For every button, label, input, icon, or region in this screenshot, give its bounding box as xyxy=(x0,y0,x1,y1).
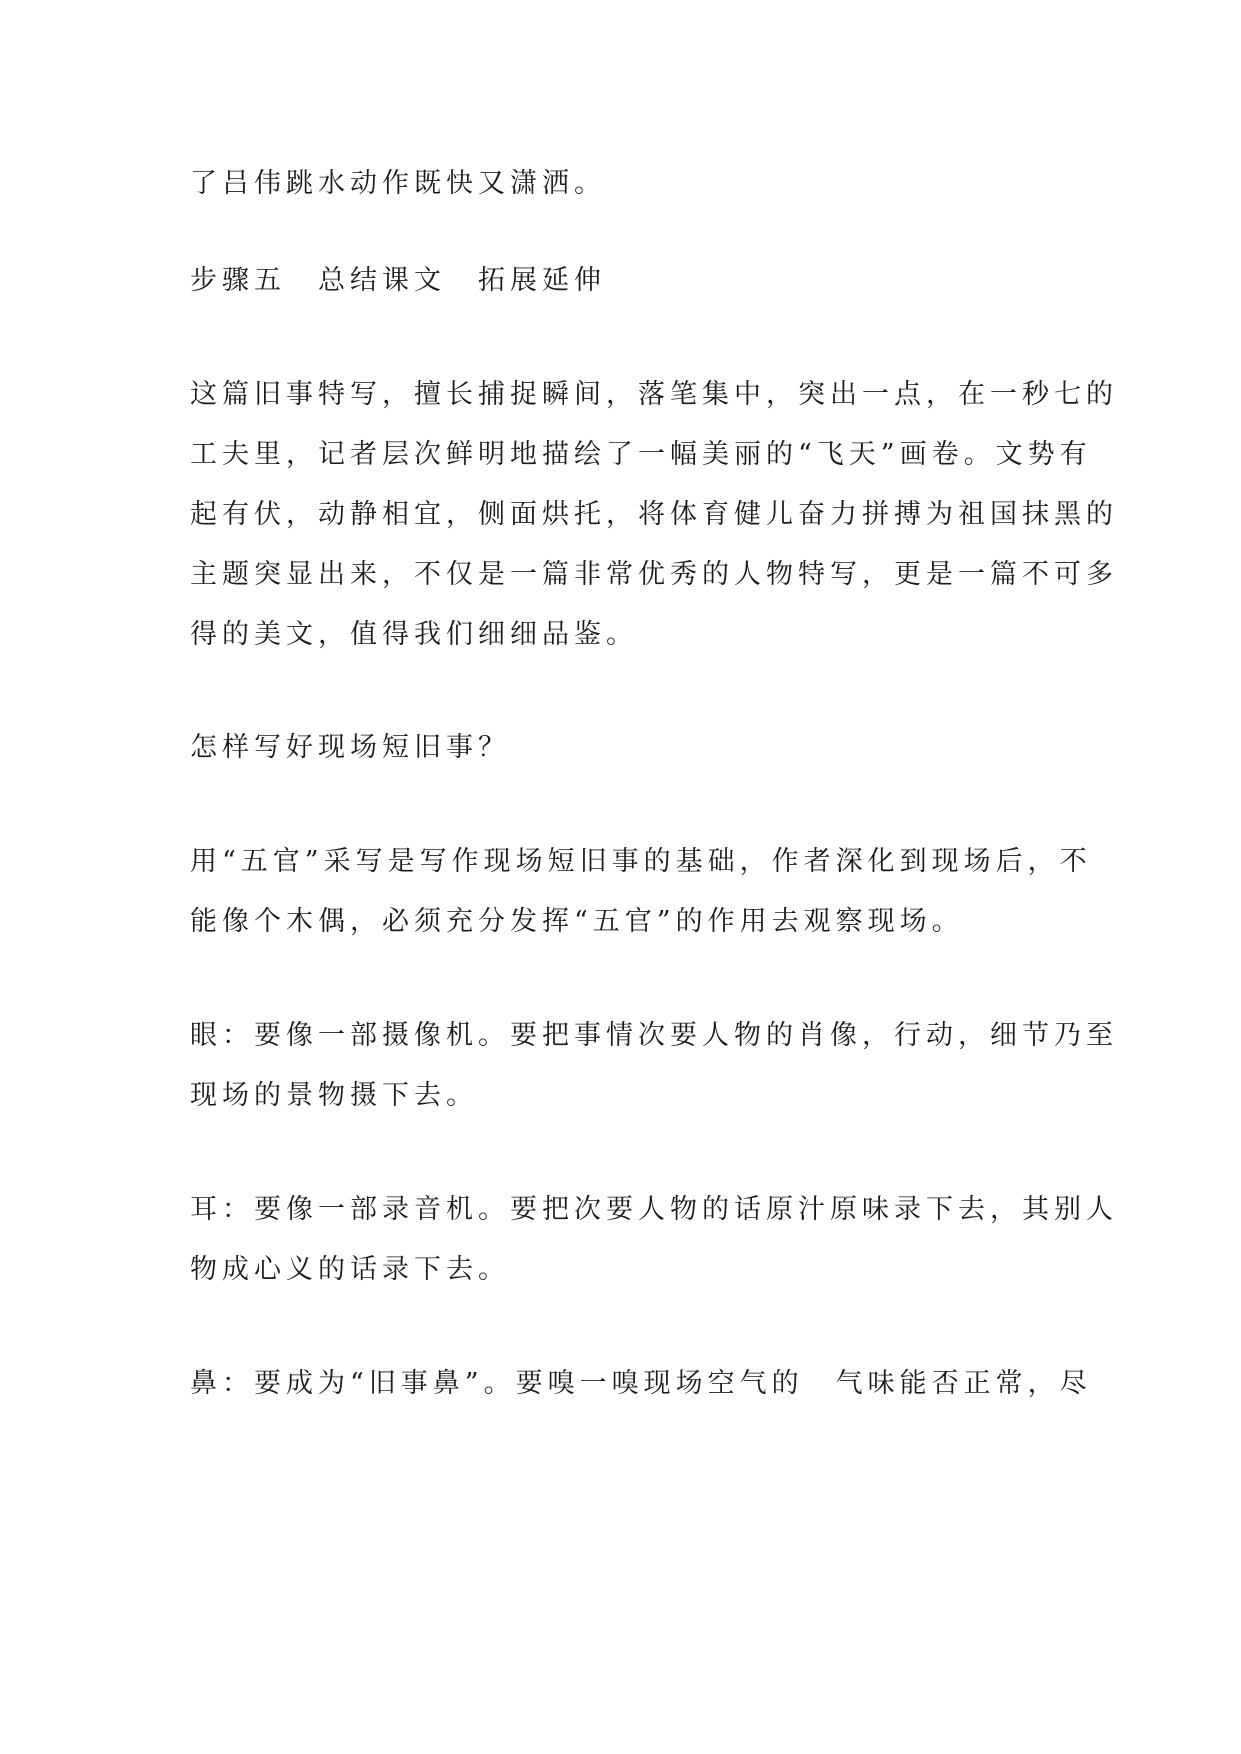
text-line: 鼻：要成为“旧事鼻”。要嗅一嗅现场空气的 气味能否正常，尽 xyxy=(190,1368,1092,1399)
text-line: 起有伏，动静相宜，侧面烘托，将体育健儿奋力拼搏为祖国抹黑的 xyxy=(190,499,1118,530)
text-line: 现场的景物摄下去。 xyxy=(190,1080,478,1111)
text-line: 用“五官”采写是写作现场短旧事的基础，作者深化到现场后，不 xyxy=(190,846,1092,877)
text-line: 能像个木偶，必须充分发挥“五官”的作用去观察现场。 xyxy=(190,906,964,937)
text-line: 这篇旧事特写，擅长捕捉瞬间，落笔集中，突出一点，在一秒七的 xyxy=(190,379,1118,410)
question-heading: 怎样写好现场短旧事？ xyxy=(190,732,510,763)
text-line: 工夫里，记者层次鲜明地描绘了一幅美丽的“飞天”画卷。文势有 xyxy=(190,439,1092,470)
text-line: 眼：要像一部摄像机。要把事情次要人物的肖像，行动，细节乃至 xyxy=(190,1020,1118,1051)
text-line: 主题突显出来，不仅是一篇非常优秀的人物特写，更是一篇不可多 xyxy=(190,559,1118,590)
section-heading: 步骤五 总结课文 拓展延伸 xyxy=(190,265,606,296)
text-line: 得的美文，值得我们细细品鉴。 xyxy=(190,619,638,650)
text-line: 了吕伟跳水动作既快又潇洒。 xyxy=(190,168,606,199)
text-line: 物成心义的话录下去。 xyxy=(190,1254,510,1285)
text-line: 耳：要像一部录音机。要把次要人物的话原汁原味录下去，其别人 xyxy=(190,1194,1118,1225)
